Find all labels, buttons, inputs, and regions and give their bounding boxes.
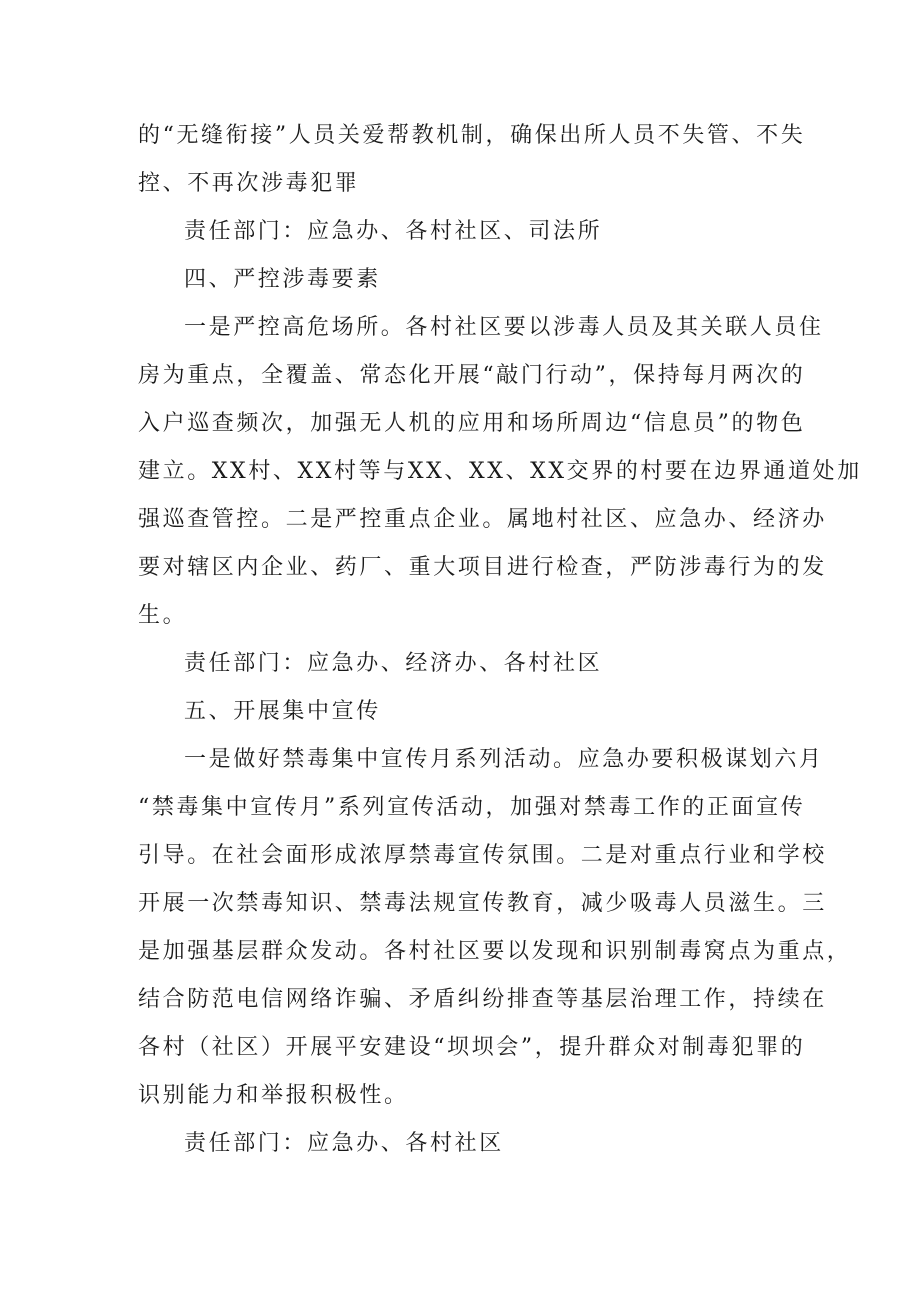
text-line-7: 入户巡查频次，加强无人机的应用和场所周边“信息员”的物色 — [138, 411, 806, 436]
text-line-16: 引导。在社会面形成浓厚禁毒宣传氛围。二是对重点行业和学校 — [138, 843, 827, 868]
document-body — [138, 112, 862, 1168]
text-line-9: 强巡查管控。二是严控重点企业。属地村社区、应急办、经济办 — [138, 507, 827, 532]
text-line-21: 识别能力和举报积极性。 — [138, 1083, 409, 1108]
text-line-1: 的“无缝衔接”人员关爱帮教机制，确保出所人员不失管、不失 — [138, 123, 806, 148]
text-line-2: 控、不再次涉毒犯罪 — [138, 171, 360, 196]
text-line-11: 生。 — [138, 603, 188, 628]
text-line-14: 一是做好禁毒集中宣传月系列活动。应急办要积极谋划六月 — [184, 747, 824, 772]
text-line-18: 是加强基层群众发动。各村社区要以发现和识别制毒窝点为重点， — [138, 939, 852, 964]
text-line-8: 建立。XX村、XX村等与XX、XX、XX交界的村要在边界通道处加 — [138, 459, 862, 484]
responsible-dept-line-3: 责任部门：应急办、各村社区 — [184, 1131, 504, 1156]
text-line-10: 要对辖区内企业、药厂、重大项目进行检查，严防涉毒行为的发 — [138, 555, 827, 580]
text-line-5: 一是严控高危场所。各村社区要以涉毒人员及其关联人员住 — [184, 315, 824, 340]
text-line-19: 结合防范电信网络诈骗、矛盾纠纷排查等基层治理工作，持续在 — [138, 987, 827, 1012]
text-line-15: “禁毒集中宣传月”系列宣传活动，加强对禁毒工作的正面宣传 — [138, 795, 806, 820]
text-line-17: 开展一次禁毒知识、禁毒法规宣传教育，减少吸毒人员滋生。三 — [138, 891, 827, 916]
section-heading-4: 四、严控涉毒要素 — [184, 267, 381, 292]
text-line-20: 各村（社区）开展平安建设“坝坝会”，提升群众对制毒犯罪的 — [138, 1035, 806, 1060]
section-heading-5: 五、开展集中宣传 — [184, 699, 381, 724]
responsible-dept-line-2: 责任部门：应急办、经济办、各村社区 — [184, 651, 603, 676]
responsible-dept-line-1: 责任部门：应急办、各村社区、司法所 — [184, 219, 603, 244]
text-line-6: 房为重点，全覆盖、常态化开展“敲门行动”，保持每月两次的 — [138, 363, 806, 388]
